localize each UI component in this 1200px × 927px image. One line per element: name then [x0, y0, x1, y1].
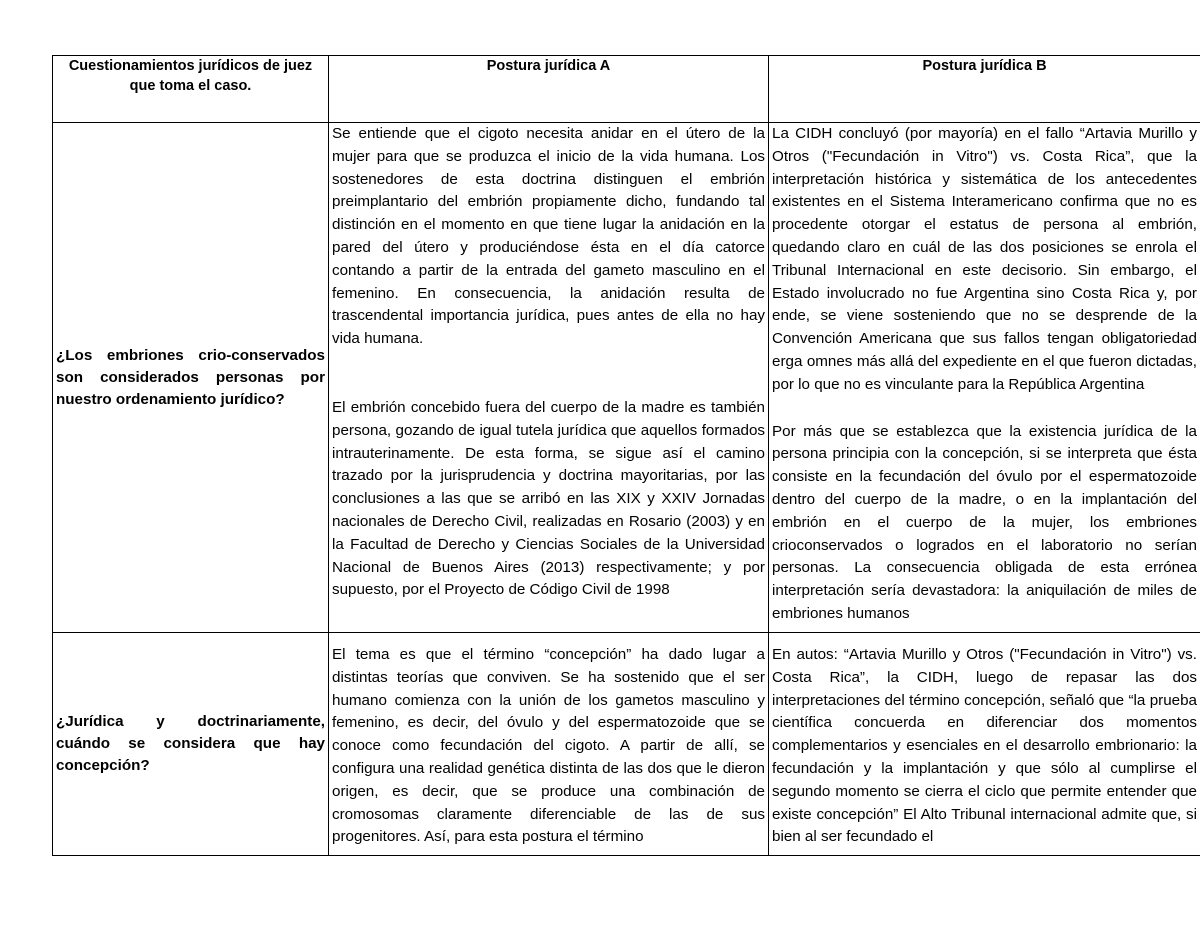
position-a-paragraph: Se entiende que el cigoto necesita anidar en el útero de la mujer para que se produzca el inicio de la vida humana. Los sostenedores de esta doctrina distinguen el embrión preimplantario del embrión propiamente dicho, fundando tal distinción en el momento en que tiene lugar la anidación en la pared del útero y produciéndose ésta en el día catorce contando a partir de la entrada del gameto masculino en el femenino. En consecuencia, la anidación resulta de trascendental importancia jurídica, pues antes de ella no hay vida humana. [332, 125, 765, 348]
paragraph-spacer [332, 351, 765, 397]
position-a-cell [329, 633, 769, 856]
legal-positions-table [52, 55, 1200, 856]
position-b-cell [769, 123, 1200, 633]
cell-content [772, 633, 1197, 855]
header-questions: Cuestionamientos jurídicos de juez que toma el caso. [53, 56, 329, 123]
header-position-b: Postura jurídica B [769, 56, 1200, 123]
table-row [53, 123, 1200, 633]
position-a-paragraph: El embrión concebido fuera del cuerpo de la madre es también persona, gozando de igual tutela jurídica que aquellos formados intrauterinamente. De esta forma, se sigue así el camino trazado por la jurisprudencia y doctrina mayoritarias, por las conclusiones a las que se arribó en las XIX y XXIV Jornadas nacionales de Derecho Civil, realizadas en Rosario (2003) y en la Facultad de Derecho y Ciencias Sociales de la Universidad Nacional de Buenos Aires (2013) respectivamente; y por supuesto, por el Proyecto de Código Civil de 1998 [332, 398, 765, 599]
question-cell: ¿Los embriones crio-conservados son considerados personas por nuestro ordenamiento jurídico? [53, 123, 329, 633]
position-a-cell [329, 123, 769, 633]
header-row [53, 56, 1200, 123]
question-cell: ¿Jurídica y doctrinariamente, cuándo se considera que hay concepción? [53, 633, 329, 856]
table-row [53, 633, 1200, 856]
header-position-a: Postura jurídica A [329, 56, 769, 123]
position-b-paragraph: Por más que se establezca que la existencia jurídica de la persona principia con la concepción, si se interpreta que ésta consiste en la fecundación del óvulo por el espermatozoide dentro del cuerpo de la madre, o en la implantación del embrión en el cuerpo de la mujer, los embriones crioconservados o logrados en el laboratorio no serían personas. La consecuencia obligada de esta errónea interpretación sería devastadora: la aniquilación de miles de embriones humanos [772, 422, 1197, 622]
position-b-cell [769, 633, 1200, 856]
position-a-paragraph: El tema es que el término “concepción” ha dado lugar a distintas teorías que conviven. Se ha sostenido que el ser humano comienza con la unión de los gametos masculino y femenino, es decir, del óvulo y del espermatozoide que se conoce como fecundación del cigoto. A partir de allí, se configura una realidad genética distinta de las dos que le dieron origen, es decir, que se produce una combinación de cromosomas claramente diferenciable de las de sus progenitores. Así, para esta postura el término [332, 646, 765, 846]
position-b-paragraph: La CIDH concluyó (por mayoría) en el fallo “Artavia Murillo y Otros ("Fecundación in Vitro") vs. Costa Rica”, que la interpretación histórica y sistemática de los antecedentes existentes en el Sistema Interamericano confirma que no es procedente otorgar el estatus de persona al embrión, quedando claro en cuál de las dos posiciones se enrola el Tribunal Internacional en este decisorio. Sin embargo, el Estado involucrado no fue Argentina sino Costa Rica y, por ende, se viene sosteniendo que no se desprende de la Convención Americana que sus fallos tengan obligatoriedad erga omnes más allá del expediente en el que fueron dictadas, por lo que no es vinculante para la República Argentina [772, 125, 1197, 393]
paragraph-spacer [772, 397, 1197, 421]
cell-content [332, 633, 765, 855]
position-b-paragraph: En autos: “Artavia Murillo y Otros ("Fecundación in Vitro") vs. Costa Rica”, la CIDH, luego de repasar las dos interpretaciones del término concepción, señaló que “la prueba científica concuerda en diferenciar dos momentos complementarios y esenciales en el desarrollo embrionario: la fecundación y la implantación y que sólo al cumplirse el segundo momento se cierra el ciclo que permite entender que existe concepción” El Alto Tribunal internacional admite que, si bien al ser fecundado el [772, 646, 1197, 846]
